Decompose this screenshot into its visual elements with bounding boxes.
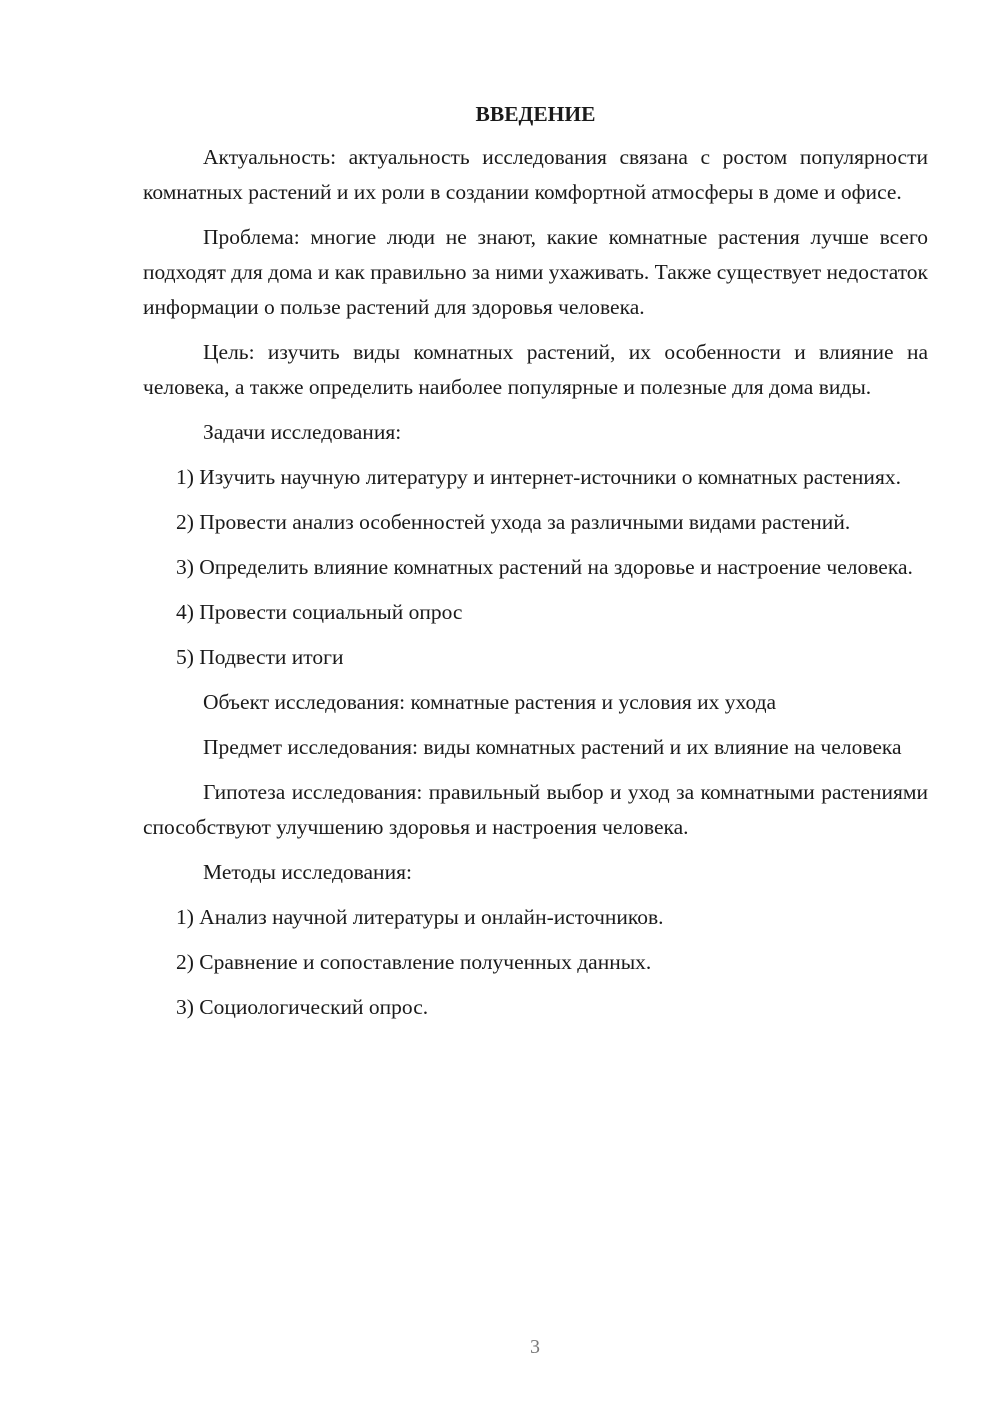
methods-title: Методы исследования:: [203, 860, 412, 884]
task-item-2: 2) Провести анализ особенностей ухода за различными видами растений.: [176, 510, 851, 534]
section-heading: ВВЕДЕНИЕ: [475, 102, 596, 126]
task-item-4: 4) Провести социальный опрос: [176, 600, 463, 624]
task-item-1: 1) Изучить научную литературу и интернет-источники о комнатных растениях.: [176, 465, 901, 489]
page-content: [143, 97, 928, 1035]
paragraph-hypothesis: Гипотеза исследования: правильный выбор и уход за комнатными растениями способствуют улучшению здоровья и настроения человека.: [143, 780, 928, 839]
method-item-1: 1) Анализ научной литературы и онлайн-источников.: [176, 905, 664, 929]
paragraph-subject: Предмет исследования: виды комнатных растений и их влияние на человека: [203, 735, 902, 759]
paragraph-relevance: Актуальность: актуальность исследования связана с ростом популярности комнатных растений и их роли в создании комфортной атмосферы в доме и офисе.: [143, 145, 928, 204]
paragraph-object: Объект исследования: комнатные растения и условия их ухода: [203, 690, 777, 714]
method-item-3: 3) Социологический опрос.: [176, 995, 429, 1019]
tasks-title: Задачи исследования:: [203, 420, 402, 444]
task-item-5: 5) Подвести итоги: [176, 645, 344, 669]
method-item-2: 2) Сравнение и сопоставление полученных данных.: [176, 950, 652, 974]
paragraph-goal: Цель: изучить виды комнатных растений, их особенности и влияние на человека, а также определить наиболее популярные и полезные для дома виды.: [143, 340, 928, 399]
task-item-3: 3) Определить влияние комнатных растений на здоровье и настроение человека.: [176, 555, 913, 579]
paragraph-problem: Проблема: многие люди не знают, какие комнатные растения лучше всего подходят для дома и как правильно за ними ухаживать. Также существует недостаток информации о пользе растений для здоровья человека.: [143, 225, 928, 319]
page-number: 3: [530, 1336, 540, 1358]
